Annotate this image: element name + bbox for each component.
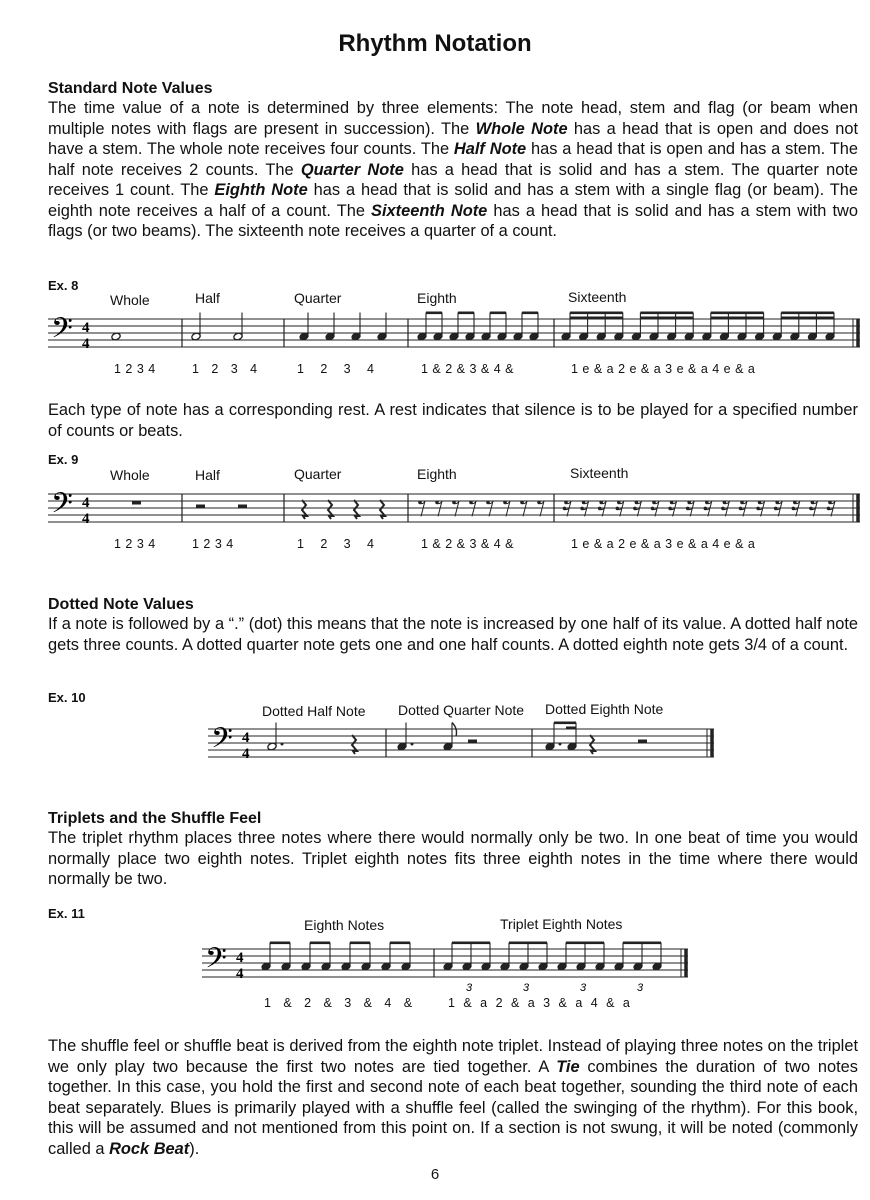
ex9-label-quarter: Quarter [294, 466, 342, 482]
time-signature: 4 [82, 511, 90, 527]
note-beam [426, 312, 442, 315]
half-rest-icon [468, 740, 477, 744]
shuffle-paragraph: The shuffle feel or shuffle beat is derived from the eighth note triplet. Instead of playing three notes on the triplet we only play two because the first two notes are tied together. A Tie combines the duration of two notes together. In this case, you hold the first and second note of each beat together, sounding the third note of each beat separately. Blues is primarily played with a shuffle feel (called the swinging of the rhythm). For this book, this will be assumed and not mentioned from this point on. If a section is not swung, it will be noted (commonly called a Rock Beat). [48, 1037, 858, 1158]
half-rest-icon [638, 740, 647, 744]
ex9-staff [46, 489, 866, 529]
note-beam [623, 942, 661, 945]
ex10-label-dotted-half: Dotted Half Note [262, 703, 366, 719]
triplet-mark: 3 [523, 982, 530, 994]
quarter-rest-icon [352, 735, 357, 754]
note-beam [390, 942, 410, 945]
note-beam [310, 942, 330, 945]
note-beam [270, 942, 290, 945]
bass-clef-icon: 𝄢 [51, 312, 73, 352]
time-signature: 4 [82, 336, 90, 352]
quarter-rest-icon [354, 500, 359, 519]
ex8-count-quarter: 1 2 3 4 [297, 362, 375, 376]
note-beam [458, 312, 474, 315]
ex11-label-eighth: Eighth Notes [304, 917, 385, 933]
note-beam [711, 312, 764, 315]
time-signature: 4 [236, 966, 244, 982]
note-beam [570, 317, 623, 320]
note-beam [781, 312, 834, 315]
note-beam [554, 722, 576, 725]
ex9-label-half: Half [195, 467, 220, 483]
ex9-count-whole: 1 2 3 4 [114, 537, 156, 551]
note-beam [570, 312, 623, 315]
page-number: 6 [430, 1166, 440, 1183]
time-signature: 4 [242, 730, 250, 746]
note-beam [452, 942, 490, 945]
quarter-rest-icon [590, 735, 595, 754]
ex9-count-sixteenth: 1 e & a 2 e & a 3 e & a 4 e & a [571, 537, 756, 551]
section-heading-triplets: Triplets and the Shuffle Feel [48, 810, 262, 827]
bass-clef-icon: 𝄢 [211, 722, 233, 762]
augmentation-dot [281, 743, 284, 746]
ex8-label-sixteenth: Sixteenth [568, 289, 627, 305]
quarter-rest-icon [328, 500, 333, 519]
example-label: Ex. 8 [48, 278, 79, 293]
half-rest-icon [196, 505, 205, 509]
note-beam [490, 312, 506, 315]
time-signature: 4 [82, 495, 90, 511]
triplet-mark: 3 [466, 982, 473, 994]
ex11-count-triplet: 1 & a 2 & a 3 & a 4 & a [448, 996, 631, 1010]
standard-paragraph: The time value of a note is determined by three elements: The note head, stem and flag (or beam when multiple notes with flags are present in succession). The Whole Note has a head that is open and does not have a stem. The whole note receives four counts. The Half Note has a head that is open and has a stem. The half note receives 2 counts. The Quarter Note has a head that is solid and has a stem. The quarter note receives 1 count. The Eighth Note has a head that is solid and has a stem with a single flag (or beam). The eighth note receives a half of a count. The Sixteenth Note has a head that is solid and has a stem with two flags (or two beams). The sixteenth note receives a quarter of a count. [48, 99, 858, 240]
note-beam [566, 727, 576, 730]
note-beam [350, 942, 370, 945]
example-label: Ex. 10 [48, 690, 86, 705]
page-title: Rhythm Notation [338, 30, 532, 57]
ex9-count-eighth: 1 & 2 & 3 & 4 & [421, 537, 514, 551]
ex8-label-quarter: Quarter [294, 290, 342, 306]
half-rest-icon [238, 505, 247, 509]
note-beam [522, 312, 538, 315]
triplet-mark: 3 [637, 982, 644, 994]
bass-clef-icon: 𝄢 [51, 487, 73, 527]
note-beam [509, 942, 547, 945]
note-beam [781, 317, 834, 320]
ex11-label-triplet: Triplet Eighth Notes [500, 916, 623, 932]
ex8-label-eighth: Eighth [417, 290, 457, 306]
ex9-count-half: 1 2 3 4 [192, 537, 234, 551]
ex8-count-eighth: 1 & 2 & 3 & 4 & [421, 362, 514, 376]
triplet-mark: 3 [580, 982, 587, 994]
augmentation-dot [411, 743, 414, 746]
note-beam [711, 317, 764, 320]
note-beam [640, 317, 693, 320]
section-heading-dotted: Dotted Note Values [48, 596, 194, 613]
note-beam [640, 312, 693, 315]
ex9-label-whole: Whole [110, 467, 150, 483]
ex9-label-sixteenth: Sixteenth [570, 465, 629, 481]
ex9-count-quarter: 1 2 3 4 [297, 537, 375, 551]
ex8-count-half: 1 2 3 4 [192, 362, 258, 376]
whole-rest-icon [132, 501, 141, 505]
rest-paragraph: Each type of note has a corresponding rest. A rest indicates that silence is to be played for a specified number of counts or beats. [48, 401, 858, 440]
augmentation-dot [559, 743, 562, 746]
quarter-rest-icon [380, 500, 385, 519]
example-label: Ex. 9 [48, 452, 79, 467]
ex10-staff [206, 724, 726, 764]
time-signature: 4 [82, 320, 90, 336]
triplets-paragraph: The triplet rhythm places three notes where there would normally only be two. In one beat of time you would normally place two eighth notes. Triplet eighth notes fits three eighth notes in the time where there would normally be two. [48, 829, 858, 888]
quarter-rest-icon [302, 500, 307, 519]
example-label: Ex. 11 [48, 906, 85, 921]
ex8-label-whole: Whole [110, 292, 150, 308]
ex10-label-dotted-eighth: Dotted Eighth Note [545, 701, 664, 717]
ex8-label-half: Half [195, 290, 220, 306]
ex11-staff [200, 944, 700, 994]
ex8-count-whole: 1 2 3 4 [114, 362, 156, 376]
ex11-count-eighth: 1 & 2 & 3 & 4 & [264, 996, 413, 1010]
ex8-staff [46, 314, 866, 354]
bass-clef-icon: 𝄢 [205, 942, 227, 982]
note-beam [566, 942, 604, 945]
ex8-count-sixteenth: 1 e & a 2 e & a 3 e & a 4 e & a [571, 362, 756, 376]
ex10-label-dotted-quarter: Dotted Quarter Note [398, 702, 525, 718]
ex9-label-eighth: Eighth [417, 466, 457, 482]
section-heading-standard: Standard Note Values [48, 80, 213, 97]
time-signature: 4 [236, 950, 244, 966]
time-signature: 4 [242, 746, 250, 762]
dotted-paragraph: If a note is followed by a “.” (dot) this means that the note is increased by one half of its value. A dotted half note gets three counts. A dotted quarter note gets one and one half counts. A dotted eighth note gets 3/4 of a count. [48, 615, 858, 654]
